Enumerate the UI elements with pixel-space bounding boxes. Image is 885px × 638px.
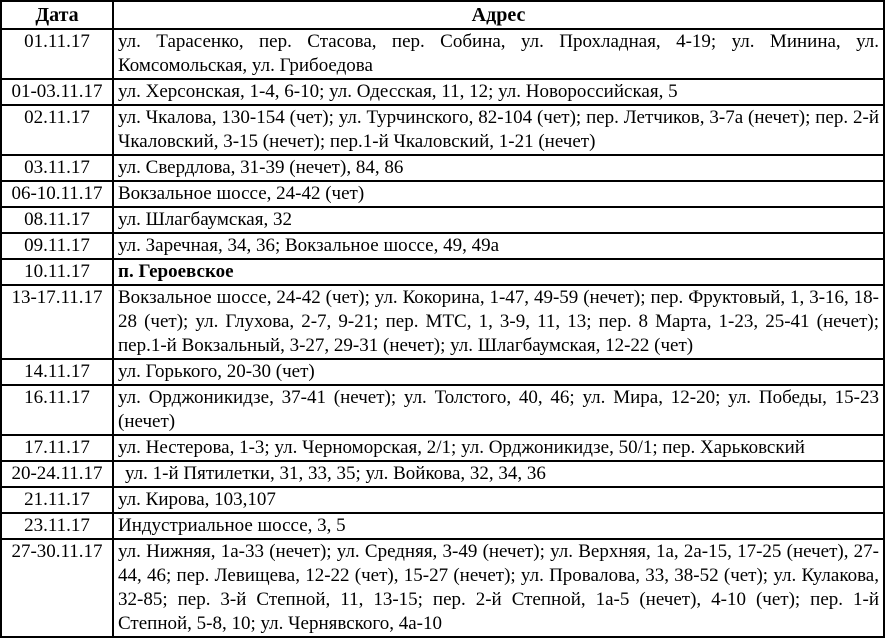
address-cell: Вокзальное шоссе, 24-42 (чет); ул. Кокорина, 1-47, 49-59 (нечет); пер. Фруктовый, 1, 3-16, 18-28 (чет); ул. Глухова, 2-7, 9-21; пер. МТС, 1, 3-9, 11, 13; пер. 8 Марта, 1-23, 25-41 (нечет); пер.1-й Вокзальный, 3-27, 29-31 (нечет); ул. Шлагбаумская, 12-22 (чет) [113,285,884,359]
date-cell: 01.11.17 [1,29,113,79]
date-cell: 10.11.17 [1,259,113,285]
address-cell: ул. Чкалова, 130-154 (чет); ул. Турчинского, 82-104 (чет); пер. Летчиков, 3-7а (нечет); пер. 2-й Чкаловский, 3-15 (нечет); пер.1-й Чкаловский, 1-21 (нечет) [113,105,884,155]
table-row [1,79,884,105]
address-cell: ул. Свердлова, 31-39 (нечет), 84, 86 [113,155,884,181]
date-cell: 16.11.17 [1,385,113,435]
date-cell: 27-30.11.17 [1,539,113,637]
date-cell: 03.11.17 [1,155,113,181]
table-row [1,233,884,259]
address-cell: ул. Шлагбаумская, 32 [113,207,884,233]
column-header-address: Адрес [113,1,884,29]
address-cell: ул. Заречная, 34, 36; Вокзальное шоссе, 49, 49а [113,233,884,259]
date-cell: 17.11.17 [1,435,113,461]
date-cell: 21.11.17 [1,487,113,513]
address-cell: Вокзальное шоссе, 24-42 (чет) [113,181,884,207]
date-cell: 01-03.11.17 [1,79,113,105]
date-cell: 14.11.17 [1,359,113,385]
address-cell: ул. Тарасенко, пер. Стасова, пер. Собина, ул. Прохладная, 4-19; ул. Минина, ул. Комсомольская, ул. Грибоедова [113,29,884,79]
table-row [1,285,884,359]
table-row [1,461,884,487]
header-row [1,1,884,29]
table-row [1,29,884,79]
address-cell: ул. Кирова, 103,107 [113,487,884,513]
address-cell: ул. Нижняя, 1а-33 (нечет); ул. Средняя, 3-49 (нечет); ул. Верхняя, 1а, 2а-15, 17-25 (нечет), 27-44, 46; пер. Левищева, 12-22 (чет), 15-27 (нечет); ул. Провалова, 33, 38-52 (чет); ул. Кулакова, 32-85; пер. 3-й Степной, 11, 13-15; пер. 2-й Степной, 1а-5 (нечет), 4-10 (чет); пер. 1-й Степной, 5-8, 10; ул. Чернявского, 4а-10 [113,539,884,637]
address-cell: ул. Херсонская, 1-4, 6-10; ул. Одесская, 11, 12; ул. Новороссийская, 5 [113,79,884,105]
address-cell: Индустриальное шоссе, 3, 5 [113,513,884,539]
column-header-date: Дата [1,1,113,29]
address-cell: ул. 1-й Пятилетки, 31, 33, 35; ул. Войкова, 32, 34, 36 [113,461,884,487]
table-row [1,155,884,181]
address-cell: ул. Нестерова, 1-3; ул. Черноморская, 2/1; ул. Орджоникидзе, 50/1; пер. Харьковский [113,435,884,461]
table-row [1,487,884,513]
table-row [1,207,884,233]
address-cell: п. Героевское [113,259,884,285]
table-row [1,385,884,435]
table-row [1,105,884,155]
table-row [1,435,884,461]
address-cell: ул. Горького, 20-30 (чет) [113,359,884,385]
date-cell: 13-17.11.17 [1,285,113,359]
table-row [1,513,884,539]
date-cell: 09.11.17 [1,233,113,259]
address-cell: ул. Орджоникидзе, 37-41 (нечет); ул. Толстого, 40, 46; ул. Мира, 12-20; ул. Победы, 15-23 (нечет) [113,385,884,435]
table-row [1,181,884,207]
table-row [1,259,884,285]
date-cell: 08.11.17 [1,207,113,233]
table-row [1,539,884,637]
table-row [1,359,884,385]
date-cell: 02.11.17 [1,105,113,155]
date-cell: 06-10.11.17 [1,181,113,207]
date-cell: 23.11.17 [1,513,113,539]
date-cell: 20-24.11.17 [1,461,113,487]
